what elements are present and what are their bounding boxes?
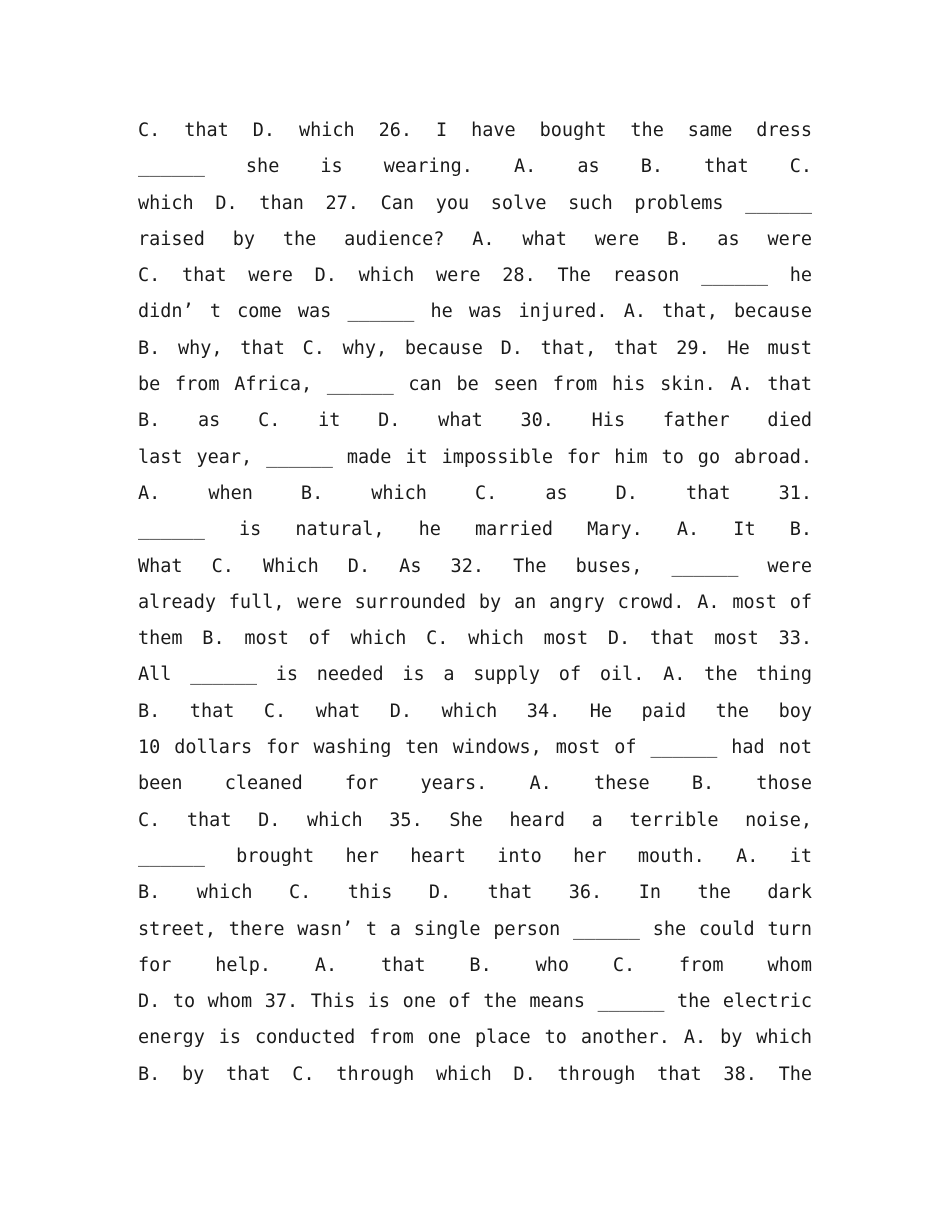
text-line: ______ she is wearing. A. as B. that C.	[138, 156, 812, 178]
text-line: already full, were surrounded by an angry crowd. A. most of	[138, 591, 812, 613]
text-line: B. why, that C. why, because D. that, that 29. He must	[138, 337, 812, 359]
text-line: 10 dollars for washing ten windows, most of ______ had not	[138, 737, 812, 759]
text-line: energy is conducted from one place to another. A. by which	[138, 1027, 812, 1049]
text-line: didn’ t come was ______ he was injured. A. that, because	[138, 301, 812, 323]
text-line: What C. Which D. As 32. The buses, ______ were	[138, 555, 812, 577]
text-line: ______ brought her heart into her mouth. A. it	[138, 845, 812, 867]
text-line: A. when B. which C. as D. that 31.	[138, 482, 812, 504]
text-line: D. to whom 37. This is one of the means ______ the electric	[138, 991, 812, 1013]
text-line: B. as C. it D. what 30. His father died	[138, 410, 812, 432]
text-line: B. which C. this D. that 36. In the dark	[138, 882, 812, 904]
text-line: C. that D. which 26. I have bought the same dress	[138, 120, 812, 141]
text-line: last year, ______ made it impossible for him to go abroad.	[138, 446, 812, 468]
body-text	[138, 113, 812, 1093]
text-line: been cleaned for years. A. these B. those	[138, 773, 812, 795]
text-line: street, there wasn’ t a single person ______ she could turn	[138, 918, 812, 940]
text-line: C. that were D. which were 28. The reason ______ he	[138, 265, 812, 287]
text-line: ______ is natural, he married Mary. A. It B.	[138, 519, 812, 541]
text-line: for help. A. that B. who C. from whom	[138, 954, 812, 976]
text-line: C. that D. which 35. She heard a terrible noise,	[138, 809, 812, 831]
text-line: be from Africa, ______ can be seen from his skin. A. that	[138, 374, 812, 396]
text-line: All ______ is needed is a supply of oil. A. the thing	[138, 664, 812, 686]
text-line: which D. than 27. Can you solve such problems ______	[138, 192, 812, 214]
text-line: them B. most of which C. which most D. that most 33.	[138, 628, 812, 650]
text-line: B. by that C. through which D. through that 38. The	[138, 1063, 812, 1085]
text-line: B. that C. what D. which 34. He paid the boy	[138, 700, 812, 722]
text-line: raised by the audience? A. what were B. as were	[138, 228, 812, 250]
